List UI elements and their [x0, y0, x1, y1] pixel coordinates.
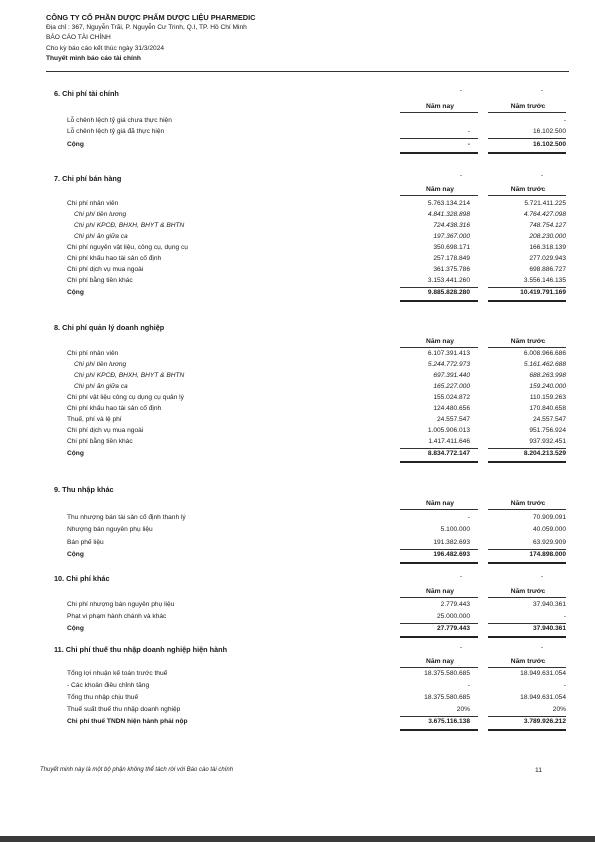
- row-label: Thuế, phí và lệ phí: [67, 416, 122, 423]
- value-previous: 748.754.127: [529, 222, 566, 229]
- divider: [488, 347, 566, 348]
- value-previous: 688.263.998: [529, 372, 566, 379]
- divider: [400, 623, 478, 624]
- row-label: Chi phí nhượng bán nguyên phụ liệu: [67, 601, 175, 608]
- double-divider: [488, 729, 566, 731]
- section-title-11: 11. Chi phí thuế thu nhập doanh nghiệp hiện hành: [54, 645, 228, 654]
- col-header-previous: Năm trước: [510, 588, 546, 595]
- table-row: [0, 539, 595, 549]
- col-header-previous: Năm trước: [510, 338, 546, 345]
- row-label: Chi phí bằng tiền khác: [67, 277, 133, 284]
- value-previous: 5.721.411.225: [524, 200, 566, 207]
- value-previous: 37.940.361: [532, 625, 566, 632]
- value-previous: 40.059.000: [532, 526, 566, 533]
- value-current: 1.417.411.646: [428, 438, 470, 445]
- divider: [400, 195, 478, 196]
- table-row: [0, 706, 595, 716]
- value-previous: 16.102.500: [532, 141, 566, 148]
- row-label: Nhượng bán nguyên phụ liệu: [67, 526, 153, 533]
- total-row: [0, 141, 595, 151]
- row-label: Chi phí ăn giữa ca: [74, 383, 128, 390]
- divider: [400, 138, 478, 139]
- value-previous: 18.949.631.054: [520, 694, 566, 701]
- dash-mark: -: [540, 172, 544, 179]
- value-current: 24.557.547: [436, 416, 470, 423]
- value-current: 361.375.786: [433, 266, 470, 273]
- value-previous: 937.932.451: [529, 438, 566, 445]
- value-current: 697.391.440: [433, 372, 470, 379]
- table-row: [0, 266, 595, 276]
- table-row: [0, 394, 595, 404]
- double-divider: [400, 562, 478, 564]
- row-label: Chi phí dịch vụ mua ngoài: [67, 427, 144, 434]
- dash-mark: -: [540, 87, 544, 94]
- table-row: [0, 427, 595, 437]
- col-header-previous: Năm trước: [510, 103, 546, 110]
- value-current: 155.024.872: [433, 394, 470, 401]
- table-row: [0, 117, 595, 127]
- value-previous: 16.102.500: [532, 128, 566, 135]
- value-current: 5.100.000: [440, 526, 470, 533]
- table-row: [0, 383, 595, 393]
- col-header-current: Năm nay: [426, 186, 454, 193]
- double-divider: [400, 636, 478, 638]
- divider: [488, 623, 566, 624]
- value-current: 18.375.580.685: [424, 670, 470, 677]
- value-previous: -: [563, 682, 566, 689]
- value-current: 197.367.000: [433, 233, 470, 240]
- value-previous: 70.909.091: [532, 514, 566, 521]
- table-row: [0, 211, 595, 221]
- col-header-current: Năm nay: [426, 338, 454, 345]
- total-row: [0, 625, 595, 635]
- row-label: Chi phí khấu hao tài sản cố định: [67, 405, 162, 412]
- table-row: [0, 128, 595, 138]
- table-row: [0, 372, 595, 382]
- divider: [488, 112, 566, 113]
- table-row: [0, 438, 595, 448]
- section-title-10: 10. Chi phí khác: [54, 574, 110, 583]
- value-previous: 5.161.462.688: [523, 361, 566, 368]
- table-row: [0, 255, 595, 265]
- row-label: Thu nhượng bán tài sản cố định thanh lý: [67, 514, 186, 521]
- value-previous: 20%: [552, 706, 566, 713]
- col-header-previous: Năm trước: [510, 186, 546, 193]
- value-current: -: [467, 514, 470, 521]
- divider: [488, 716, 566, 717]
- value-previous: 166.318.139: [529, 244, 566, 251]
- value-previous: 24.557.547: [532, 416, 566, 423]
- value-current: 724.438.316: [433, 222, 470, 229]
- header-divider: [46, 71, 569, 72]
- section-title-8: 8. Chi phí quản lý doanh nghiệp: [54, 323, 165, 332]
- value-previous: 170.840.658: [529, 405, 566, 412]
- value-current: -: [467, 682, 470, 689]
- total-row: [0, 718, 595, 728]
- divider: [488, 597, 566, 598]
- double-divider: [400, 461, 478, 463]
- divider: [488, 667, 566, 668]
- value-previous: -: [563, 613, 566, 620]
- value-current: 6.107.391.413: [427, 350, 470, 357]
- value-current: 5.244.772.973: [427, 361, 470, 368]
- value-current: 9.885.828.280: [427, 289, 470, 296]
- scan-edge-bar: [0, 836, 595, 842]
- footer-note: Thuyết minh này là một bộ phận không thể tách rời với Báo cáo tài chính: [40, 767, 234, 773]
- table-row: [0, 514, 595, 524]
- value-previous: 174.898.000: [529, 551, 566, 558]
- value-current: 2.779.443: [440, 601, 470, 608]
- row-label: Chi phí ăn giữa ca: [74, 233, 128, 240]
- dash-mark: -: [459, 87, 463, 94]
- double-divider: [488, 300, 566, 302]
- dash-mark: -: [540, 644, 544, 651]
- total-row: [0, 289, 595, 299]
- divider: [400, 716, 478, 717]
- value-previous: 8.204.213.529: [523, 450, 566, 457]
- divider: [400, 549, 478, 550]
- total-row: [0, 450, 595, 460]
- double-divider: [400, 300, 478, 302]
- table-row: [0, 405, 595, 415]
- table-row: [0, 526, 595, 536]
- row-label: Bán phế liệu: [67, 539, 104, 546]
- row-label: Chi phí nguyên vật liệu, công cụ, dụng cụ: [67, 244, 188, 251]
- divider: [400, 448, 478, 449]
- row-label: Chi phí vật liệu công cụ dụng cụ quản lý: [67, 394, 184, 401]
- value-current: -: [467, 128, 470, 135]
- col-header-current: Năm nay: [426, 658, 454, 665]
- double-divider: [400, 152, 478, 154]
- value-previous: 110.159.263: [529, 394, 566, 401]
- value-current: 3.675.116.138: [428, 718, 470, 725]
- value-previous: 10.419.791.169: [520, 289, 566, 296]
- row-label: - Các khoản điều chỉnh tăng: [67, 682, 150, 689]
- value-previous: 18.949.631.054: [520, 670, 566, 677]
- notes-title: Thuyết minh báo cáo tài chính: [46, 54, 141, 62]
- value-previous: 4.764.427.098: [523, 211, 566, 218]
- row-label: Cộng: [67, 551, 84, 558]
- value-current: 27.779.443: [436, 625, 470, 632]
- row-label: Chi phí KPCĐ, BHXH, BHYT & BHTN: [74, 222, 185, 229]
- row-label: Chi phí nhân viên: [67, 200, 119, 207]
- value-current: 8.834.772.147: [427, 450, 470, 457]
- value-current: 191.382.693: [433, 539, 470, 546]
- dash-mark: -: [459, 172, 463, 179]
- value-current: 4.841.328.898: [427, 211, 470, 218]
- company-address: Địa chỉ : 367, Nguyễn Trãi, P. Nguyễn Cư Trinh, Q.I, TP. Hồ Chí Minh: [46, 24, 247, 32]
- divider: [488, 287, 566, 288]
- row-label: Chi phí khấu hao tài sản cố định: [67, 255, 162, 262]
- report-period: Cho kỳ báo cáo kết thúc ngày 31/3/2024: [46, 44, 165, 52]
- table-row: [0, 601, 595, 611]
- value-current: 124.480.656: [433, 405, 470, 412]
- divider: [400, 509, 478, 510]
- value-previous: 3.789.926.212: [523, 718, 566, 725]
- row-label: Tổng lợi nhuận kế toán trước thuế: [67, 670, 168, 677]
- value-previous: 159.240.000: [529, 383, 566, 390]
- divider: [400, 112, 478, 113]
- value-current: -: [467, 141, 470, 148]
- double-divider: [488, 461, 566, 463]
- row-label: Cộng: [67, 289, 84, 296]
- row-label: Cộng: [67, 450, 84, 457]
- col-header-current: Năm nay: [426, 500, 454, 507]
- divider: [400, 667, 478, 668]
- value-current: 25.000.000: [436, 613, 470, 620]
- value-current: 196.482.693: [433, 551, 470, 558]
- section-title-6: 6. Chi phí tài chính: [54, 89, 119, 98]
- divider: [488, 448, 566, 449]
- dash-mark: -: [540, 573, 544, 580]
- value-previous: 3.556.146.135: [523, 277, 566, 284]
- row-label: Lỗ chênh lệch tỷ giá đã thực hiện: [67, 128, 165, 135]
- double-divider: [400, 729, 478, 731]
- table-row: [0, 682, 595, 692]
- row-label: Chi phí tiền lương: [74, 361, 127, 368]
- row-label: Cộng: [67, 141, 84, 148]
- section-title-7: 7. Chi phí bán hàng: [54, 174, 122, 183]
- value-previous: 951.756.924: [529, 427, 566, 434]
- row-label: Lỗ chênh lệch tỷ giá chưa thực hiện: [67, 117, 172, 124]
- row-label: Chi phí tiền lương: [74, 211, 127, 218]
- value-current: 165.227.000: [433, 383, 470, 390]
- divider: [488, 549, 566, 550]
- row-label: Tổng thu nhập chịu thuế: [67, 694, 139, 701]
- table-row: [0, 361, 595, 371]
- table-row: [0, 670, 595, 680]
- divider: [400, 597, 478, 598]
- row-label: Chi phí KPCĐ, BHXH, BHYT & BHTN: [74, 372, 185, 379]
- row-label: Phạt vi phạm hành chánh và khác: [67, 613, 167, 620]
- row-label: Thuế suất thuế thu nhập doanh nghiệp: [67, 706, 181, 713]
- table-row: [0, 694, 595, 704]
- value-current: 350.698.171: [433, 244, 470, 251]
- value-current: 5.763.134.214: [427, 200, 470, 207]
- row-label: Chi phí nhân viên: [67, 350, 119, 357]
- table-row: [0, 244, 595, 254]
- row-label: Chi phí dịch vụ mua ngoài: [67, 266, 144, 273]
- divider: [488, 509, 566, 510]
- dash-mark: -: [459, 644, 463, 651]
- value-current: 1.005.906.013: [427, 427, 470, 434]
- value-previous: 698.886.727: [529, 266, 566, 273]
- double-divider: [488, 152, 566, 154]
- value-previous: -: [563, 117, 566, 124]
- document-header: [46, 13, 566, 64]
- value-previous: 277.029.943: [529, 255, 566, 262]
- col-header-current: Năm nay: [426, 588, 454, 595]
- table-row: [0, 350, 595, 360]
- value-current: 20%: [456, 706, 470, 713]
- page-number: 11: [535, 767, 543, 774]
- row-label: Chi phí thuế TNDN hiện hành phải nộp: [67, 718, 188, 725]
- section-title-9: 9. Thu nhập khác: [54, 485, 114, 494]
- col-header-current: Năm nay: [426, 103, 454, 110]
- table-row: [0, 277, 595, 287]
- dash-mark: -: [459, 573, 463, 580]
- value-previous: 6.008.966.686: [523, 350, 566, 357]
- value-current: 3.153.441.260: [427, 277, 470, 284]
- value-current: 18.375.580.685: [424, 694, 470, 701]
- col-header-previous: Năm trước: [510, 500, 546, 507]
- total-row: [0, 551, 595, 561]
- divider: [488, 138, 566, 139]
- col-header-previous: Năm trước: [510, 658, 546, 665]
- value-current: 257.178.849: [433, 255, 470, 262]
- value-previous: 37.940.361: [532, 601, 566, 608]
- divider: [488, 195, 566, 196]
- table-row: [0, 613, 595, 623]
- table-row: [0, 200, 595, 210]
- double-divider: [488, 562, 566, 564]
- row-label: Cộng: [67, 625, 84, 632]
- table-row: [0, 222, 595, 232]
- value-previous: 63.929.909: [532, 539, 566, 546]
- divider: [400, 347, 478, 348]
- table-row: [0, 233, 595, 243]
- company-name: CÔNG TY CỔ PHẦN DƯỢC PHẨM DƯỢC LIỆU PHARMEDIC: [46, 13, 256, 22]
- divider: [400, 287, 478, 288]
- value-previous: 208.230.000: [529, 233, 566, 240]
- double-divider: [488, 636, 566, 638]
- report-title: BÁO CÁO TÀI CHÍNH: [46, 34, 111, 42]
- table-row: [0, 416, 595, 426]
- row-label: Chi phí bằng tiền khác: [67, 438, 133, 445]
